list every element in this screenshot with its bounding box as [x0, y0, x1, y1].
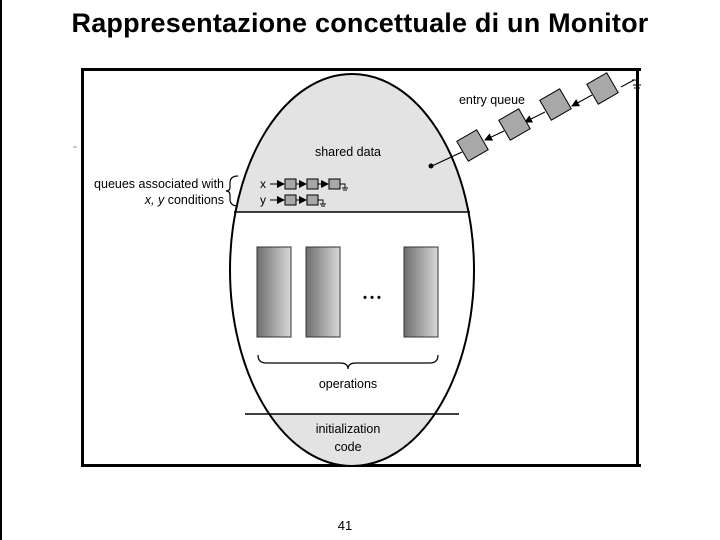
operation-block-3	[404, 247, 438, 337]
entry-queue-end-ground	[632, 80, 641, 88]
operations-label: operations	[318, 377, 378, 391]
entry-queue-label: entry queue	[458, 93, 526, 107]
entry-queue-arrow-1	[572, 95, 592, 106]
x-queue-node-3	[329, 179, 340, 189]
condition-queues-label-line2	[144, 193, 224, 207]
y-queue-node-2	[307, 195, 318, 205]
entry-queue-node-2	[540, 89, 571, 120]
operation-block-1	[257, 247, 291, 337]
condition-queues-brace	[226, 176, 238, 206]
initialization-label-line1: initialization	[315, 422, 381, 436]
entry-queue-arrow-2	[525, 112, 545, 122]
condition-queues-label-line1: queues associated with	[94, 177, 224, 191]
y-queue-node-1	[285, 195, 296, 205]
entry-queue-node-4	[457, 130, 488, 161]
shared-data-label: shared data	[314, 145, 382, 159]
entry-queue-arrow-3	[485, 131, 504, 140]
page-number: 41	[337, 518, 353, 533]
condition-y-label: y	[260, 193, 266, 207]
entry-queue-node-1	[587, 73, 618, 104]
entry-queue-link-0	[621, 80, 634, 87]
slide-title: Rappresentazione concettuale di un Monitor	[71, 8, 649, 38]
operation-block-2	[306, 247, 340, 337]
condition-queues-vars: x, y	[144, 193, 165, 207]
x-queue-node-2	[307, 179, 318, 189]
condition-x-label: x	[260, 177, 266, 191]
operations-ellipsis: • • •	[363, 292, 381, 304]
entry-queue-node-3	[499, 109, 530, 140]
x-queue-node-1	[285, 179, 296, 189]
condition-queues-rest: conditions	[164, 193, 224, 207]
initialization-label-line2: code	[334, 440, 362, 454]
entry-point-dot	[429, 164, 434, 169]
